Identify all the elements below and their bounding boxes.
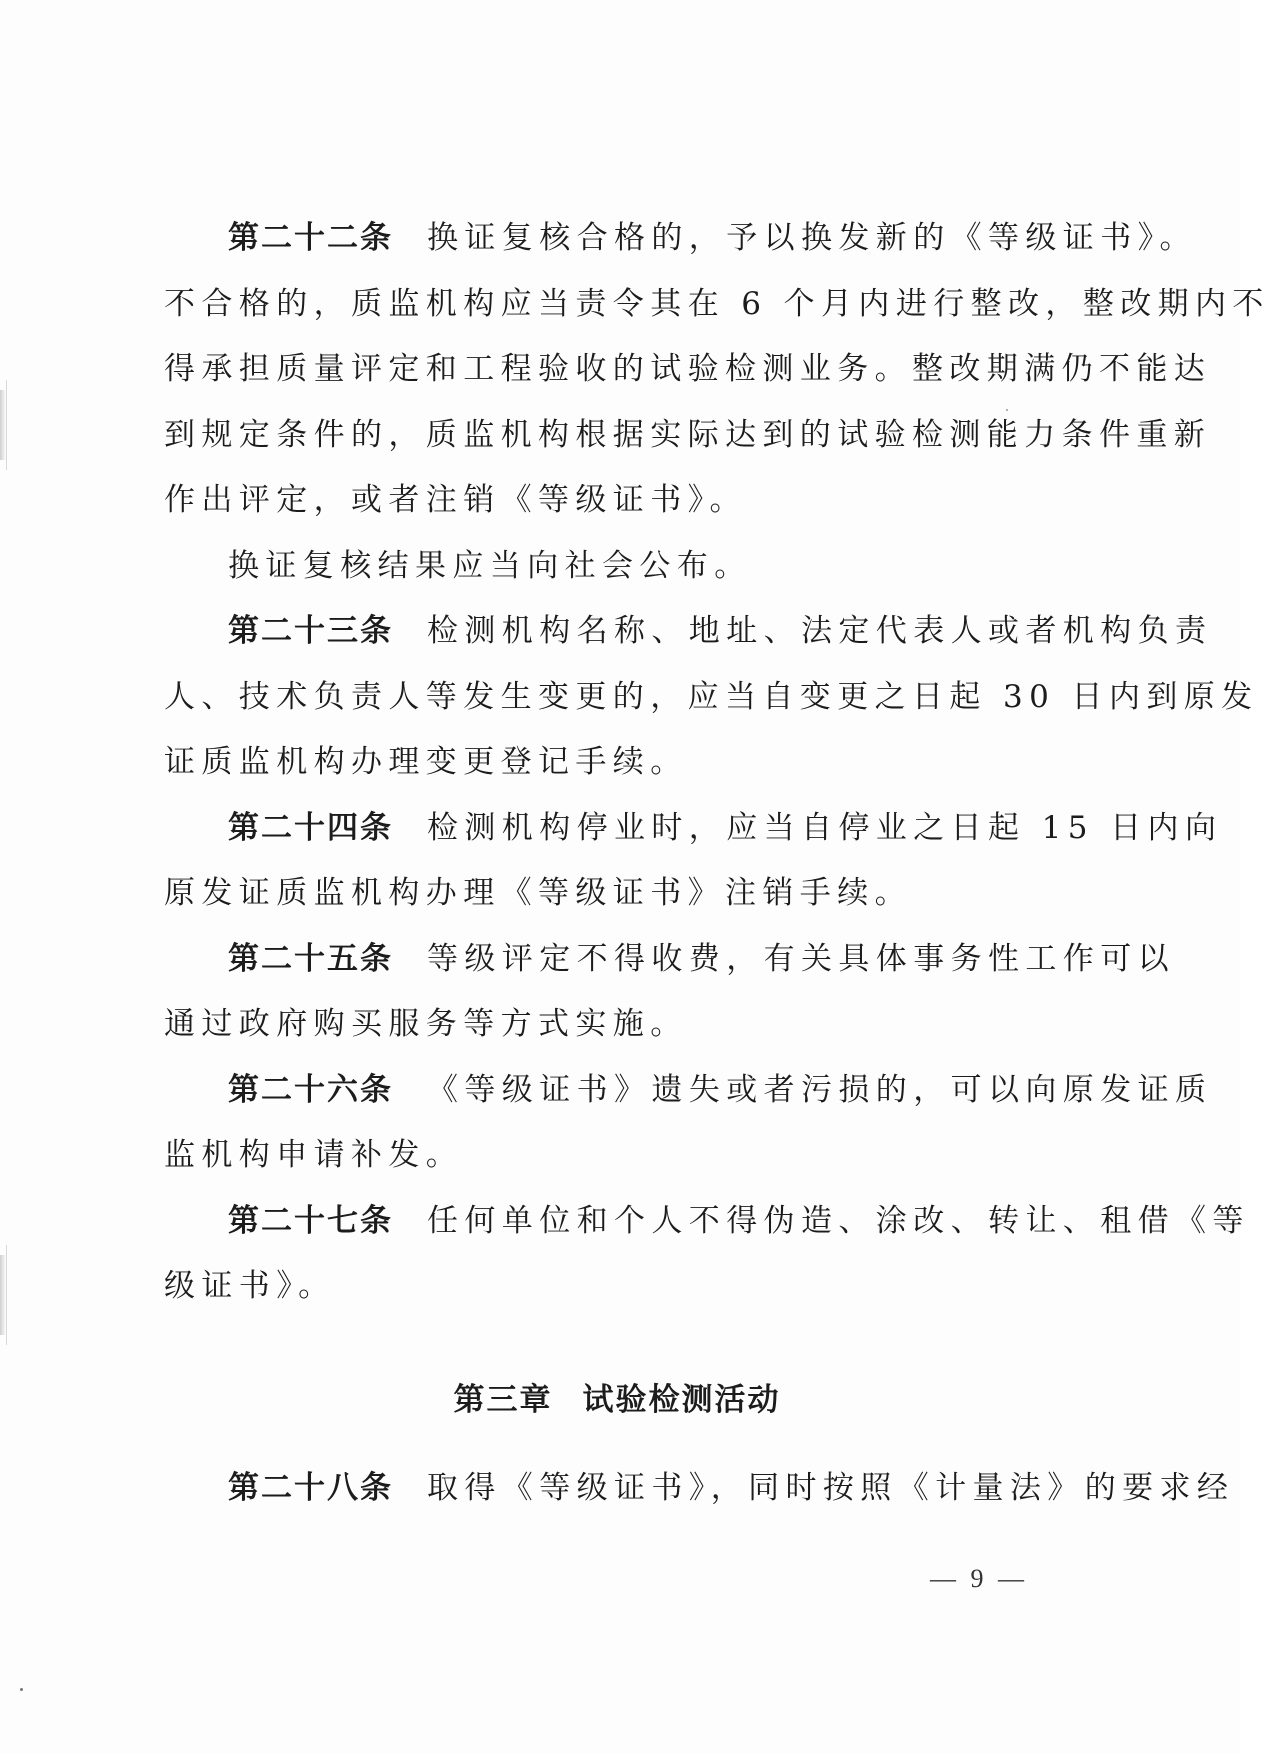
article-28-title: 第二十八条 bbox=[228, 1469, 393, 1506]
article-22-title: 第二十二条 bbox=[228, 220, 393, 256]
article-24-title: 第二十四条 bbox=[228, 809, 393, 846]
article-28-text: 取得《等级证书》，同时按照《计量法》的要求经 bbox=[427, 1469, 1235, 1506]
document-body bbox=[164, 206, 1270, 1521]
scan-speck bbox=[1006, 409, 1008, 411]
article-22-line-2: 不合格的，质监机构应当责令其在 6 个月内进行整改，整改期内不 bbox=[164, 285, 1270, 322]
article-23-line-3: 证质监机构办理变更登记手续。 bbox=[164, 744, 688, 780]
article-28-line-1 bbox=[164, 1456, 1235, 1522]
page-number: — 9 — bbox=[930, 1564, 1028, 1593]
article-25-line-2: 通过政府购买服务等方式实施。 bbox=[164, 1006, 688, 1042]
article-24-text: 检测机构停业时，应当自停业之日起 15 日内向 bbox=[427, 809, 1223, 846]
article-22-line-3: 得承担质量评定和工程验收的试验检测业务。整改期满仍不能达 bbox=[164, 351, 1212, 387]
article-22-line-4: 到规定条件的，质监机构根据实际达到的试验检测能力条件重新 bbox=[164, 416, 1212, 453]
chapter-title: 试验检测活动 bbox=[582, 1381, 781, 1418]
article-23-line-2: 人、技术负责人等发生变更的，应当自变更之日起 30 日内到原发 bbox=[164, 678, 1259, 715]
review-result-paragraph: 换证复核结果应当向社会公布。 bbox=[228, 547, 752, 584]
article-22-line-1 bbox=[164, 206, 1197, 272]
article-24-line-1 bbox=[164, 796, 1223, 862]
article-23-line-1 bbox=[164, 599, 1213, 665]
article-25-line-1 bbox=[164, 927, 1175, 993]
scan-speck bbox=[20, 1688, 23, 1691]
article-27-text: 任何单位和个人不得伪造、涂改、转让、租借《等 bbox=[427, 1202, 1250, 1239]
scan-edge-line bbox=[6, 380, 7, 470]
article-25-title: 第二十五条 bbox=[228, 940, 393, 977]
article-23-title: 第二十三条 bbox=[228, 613, 393, 649]
article-27-line-2: 级证书》。 bbox=[164, 1268, 336, 1304]
scan-edge-line bbox=[6, 1245, 7, 1345]
article-27-title: 第二十七条 bbox=[228, 1202, 393, 1239]
article-26-line-2: 监机构申请补发。 bbox=[164, 1137, 464, 1173]
article-26-line-1 bbox=[164, 1058, 1213, 1124]
article-24-line-2: 原发证质监机构办理《等级证书》注销手续。 bbox=[164, 875, 912, 911]
article-25-text: 等级评定不得收费，有关具体事务性工作可以 bbox=[427, 940, 1175, 977]
article-23-text: 检测机构名称、地址、法定代表人或者机构负责 bbox=[427, 613, 1213, 649]
article-22-line-5: 作出评定，或者注销《等级证书》。 bbox=[164, 482, 747, 518]
article-26-text: 《等级证书》遗失或者污损的，可以向原发证质 bbox=[427, 1071, 1213, 1108]
article-22-text: 换证复核合格的，予以换发新的《等级证书》。 bbox=[427, 220, 1197, 256]
article-26-title: 第二十六条 bbox=[228, 1071, 393, 1108]
chapter-heading bbox=[164, 1360, 1070, 1440]
article-27-line-1 bbox=[164, 1189, 1250, 1255]
chapter-number: 第三章 bbox=[453, 1381, 553, 1418]
